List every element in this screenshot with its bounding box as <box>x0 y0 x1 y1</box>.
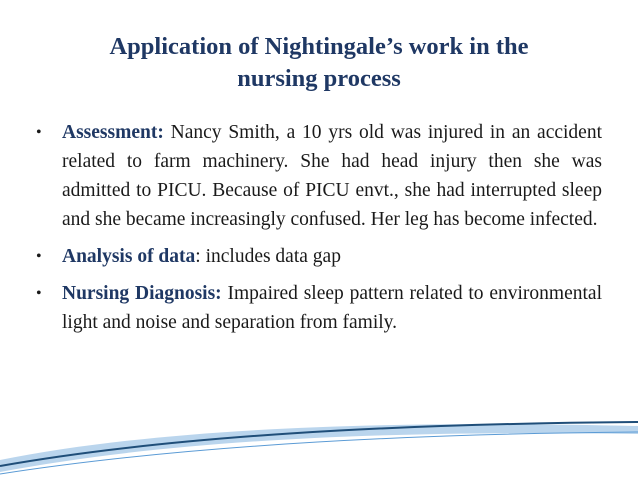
slide-title <box>40 31 598 95</box>
bullet-term: Nursing Diagnosis: <box>62 283 222 304</box>
decorative-swoosh <box>0 400 638 479</box>
bullet-dot-icon: • <box>36 285 42 302</box>
slide-title-line-1: Application of Nightingale’s work in the <box>109 33 529 60</box>
bullet-term: Analysis of data <box>62 246 196 267</box>
bullet-text: Impaired sleep pattern related to environmental light and noise and separation from family. <box>62 283 602 333</box>
bullet-assessment <box>32 118 602 234</box>
bullet-dot-icon: • <box>36 124 42 141</box>
bullet-text: : includes data gap <box>195 246 341 267</box>
bullet-text: Nancy Smith, a 10 yrs old was injured in an accident related to farm machinery. She had head injury then she was admitted to PICU. Because of PICU envt., she had interrupted sleep and she became increasingly confused. Her leg has become infected. <box>62 122 602 230</box>
slide-title-line-2: nursing process <box>237 65 401 92</box>
bullet-dot-icon: • <box>36 248 42 265</box>
bullet-term: Assessment: <box>62 122 164 143</box>
bullet-list <box>32 118 602 345</box>
bullet-analysis <box>32 242 602 271</box>
bullet-nursing-diagnosis <box>32 279 602 337</box>
